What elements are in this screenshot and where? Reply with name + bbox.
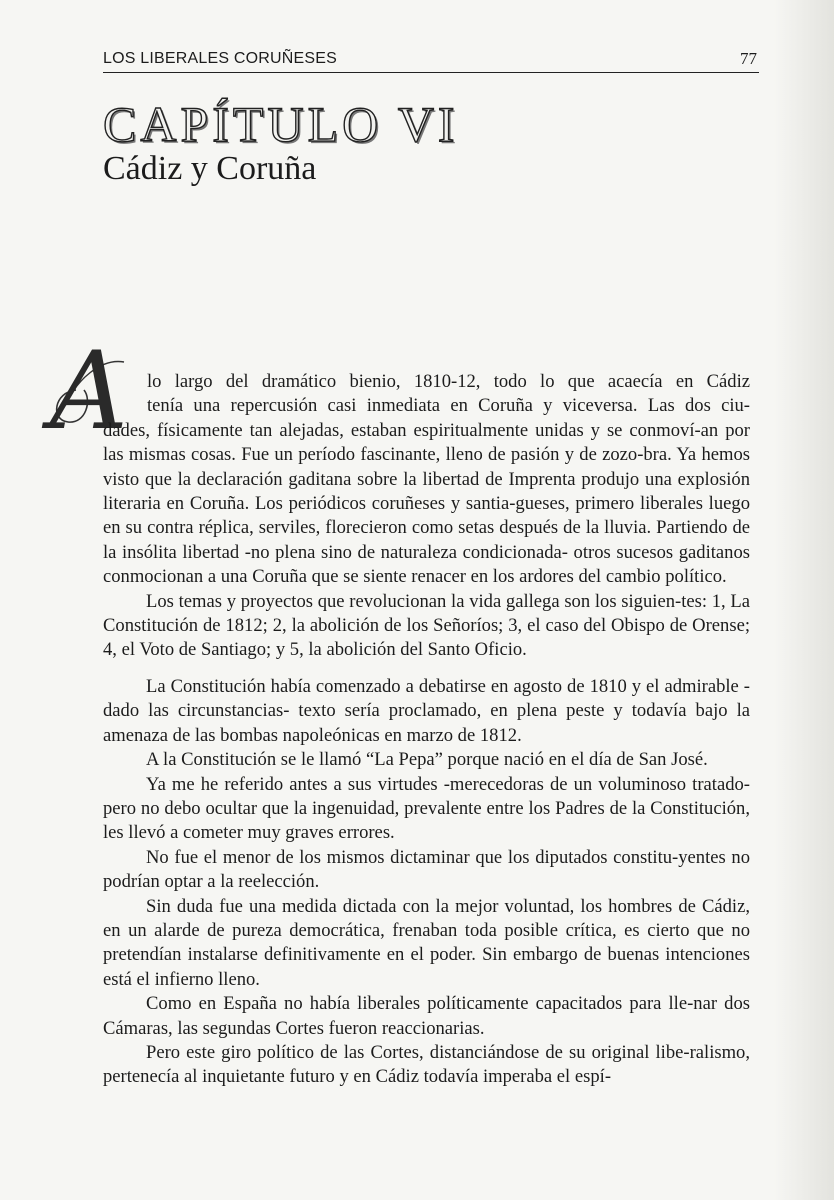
body-text xyxy=(103,370,750,1090)
paragraph: A la Constitución se le llamó “La Pepa” porque nació en el día de San José. xyxy=(146,749,708,771)
paragraph: Ya me he referido antes a sus virtudes -merecedoras de un voluminoso tratado- pero no debo ocultar que la ingenuidad, prevalente entre los Padres de la Constitución, les llevó a cometer muy graves errores. xyxy=(103,773,750,844)
paragraph: La Constitución había comenzado a debatirse en agosto de 1810 y el admirable -dado las circunstancias- texto sería proclamado, en plena peste y todavía bajo la amenaza de las bombas napoleónicas en marzo de 1812. xyxy=(103,675,750,746)
paragraph-rest: dades, físicamente tan alejadas, estaban espiritualmente unidas y se conmoví-an por las mismas cosas. Fue un período fascinante, lleno de pasión y de zozo-bra. Ya hemos visto que la declaración gaditana sobre la libertad de Imprenta produjo una explosión literaria en Coruña. Los periódicos coruñeses y santia-gueses, primero liberales luego en su contra réplica, serviles, florecieron como setas después de la lluvia. Partiendo de la insólita libertad -no plena sino de naturaleza condicionada- otros sucesos gaditanos conmocionan a una Coruña que se siente renacer en los ardores del cambio político. xyxy=(103,419,750,588)
paragraph xyxy=(103,370,750,590)
chapter-label: CAPÍTULO VI xyxy=(103,96,459,152)
running-header xyxy=(103,48,759,73)
chapter-title: Cádiz y Coruña xyxy=(103,150,317,187)
paragraph: Como en España no había liberales políticamente capacitados para lle-nar dos Cámaras, las segundas Cortes fueron reaccionarias. xyxy=(103,993,750,1039)
paragraph: Los temas y proyectos que revolucionan la vida gallega son los siguien-tes: 1, La Constitución de 1812; 2, la abolición de los Señoríos; 3, el caso del Obispo de Orense; 4, el Voto de Santiago; y 5, la abolición del Santo Oficio. xyxy=(103,590,750,661)
drop-cap: A xyxy=(50,329,128,454)
second-line: tenía una repercusión casi inmediata en Coruña y viceversa. Las dos ciu- xyxy=(147,395,750,417)
running-title: LOS LIBERALES CORUÑESES xyxy=(103,50,338,67)
paragraph: Pero este giro político de las Cortes, distanciándose de su original libe-ralismo, pertenecía al inquietante futuro y en Cádiz todavía imperaba el espí- xyxy=(103,1041,750,1088)
page-number: 77 xyxy=(740,49,757,68)
paragraph: Sin duda fue una medida dictada con la mejor voluntad, los hombres de Cádiz, en un alarde de pureza democrática, frenaban toda posible crítica, es cierto que no pretendían instalarse definitivamente en el poder. Sin embargo de buenas intenciones está el infierno lleno. xyxy=(103,895,750,990)
first-line: lo largo del dramático bienio, 1810-12, todo lo que acaecía en Cádiz xyxy=(147,371,750,392)
paragraph: No fue el menor de los mismos dictaminar que los diputados constitu-yentes no podrían optar a la reelección. xyxy=(103,846,750,893)
page-edge-shadow xyxy=(774,0,834,1200)
